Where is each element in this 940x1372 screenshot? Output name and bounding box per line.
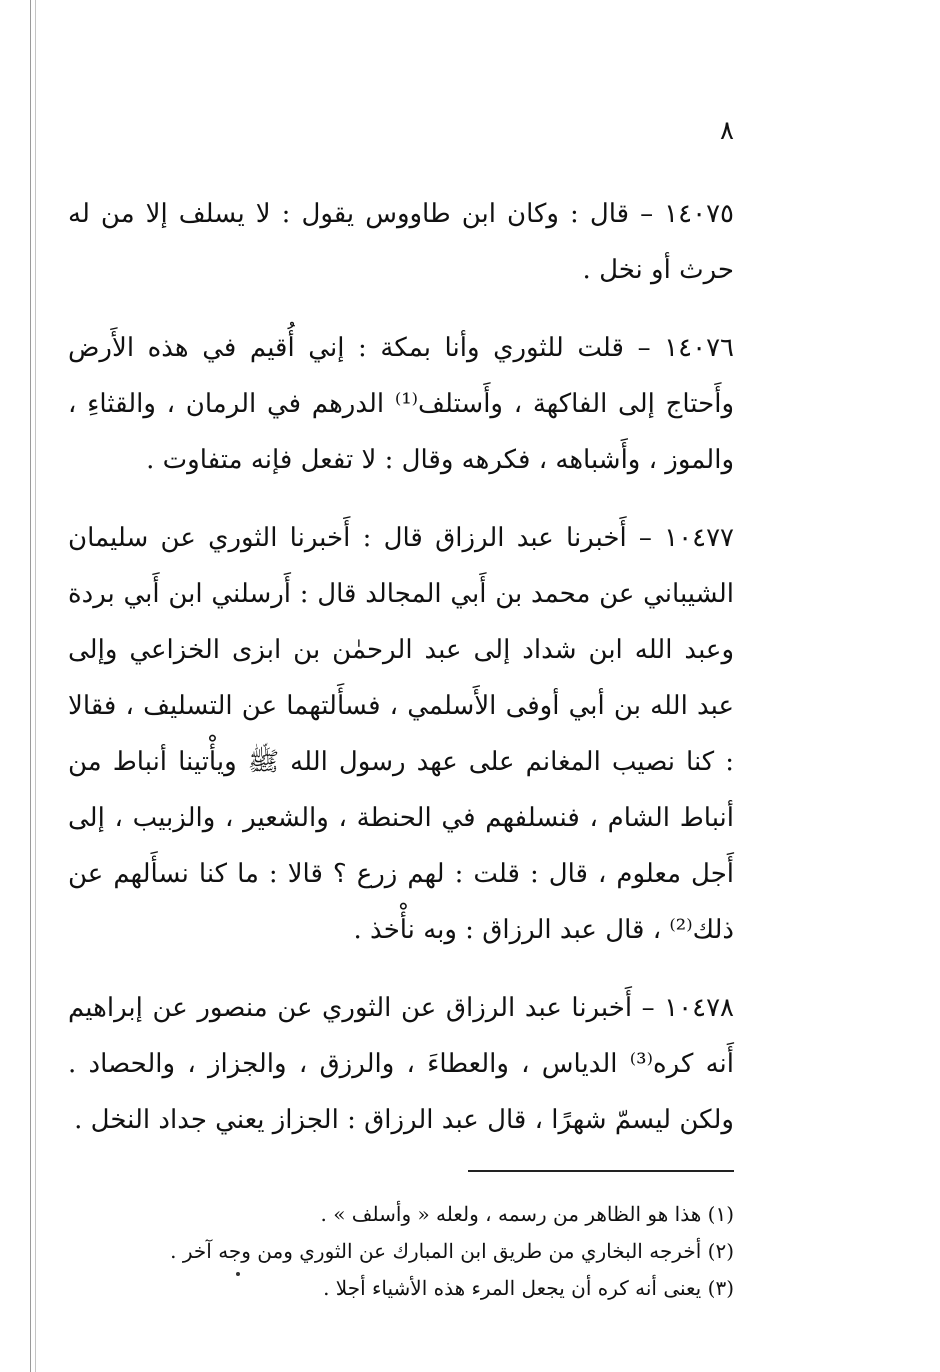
paragraph-14077: ١٠٤٧٧ – أَخبرنا عبد الرزاق قال : أَخبرنا الثوري عن سليمان الشيباني عن محمد بن أَبي المجالد قال : أَرسلني ابن أَبي بردة وعبد الله ابن شداد إلى عبد الرحمٰن بن ابزى الخزاعي وإلى عبد الله بن أبي أوفى الأَسلمي ، فسأَلتهما عن التسليف ، فقالا : كنا نصيب المغانم على عهد رسول الله ﷺ ويأْتينا أنباط من أنباط الشام ، فنسلفهم في الحنطة ، والشعير ، والزبيب ، إلى أَجل معلوم ، قال : قلت : لهم زرع ؟ قالا : ما كنا نسأَلهم عن ذلك⁽²⁾ ، قال عبد الرزاق : وبه نأْخذ . xyxy=(68,523,734,945)
footnotes xyxy=(68,1170,734,1307)
footnote-text: هذا هو الظاهر من رسمه ، ولعله « وأسلف » . xyxy=(320,1202,702,1226)
footnote-text: أخرجه البخاري من طريق ابن المبارك عن الثوري ومن وجه آخر . xyxy=(170,1239,702,1263)
footnote-1 xyxy=(68,1196,734,1233)
book-page xyxy=(68,108,734,1307)
scan-edge-line xyxy=(30,0,31,1372)
paragraph-14078: ١٠٤٧٨ – أَخبرنا عبد الرزاق عن الثوري عن منصور عن إبراهيم أَنه كره⁽³⁾ الدياس ، والعطاءَ ، والرزق ، والجزاز ، والحصاد . ولكن ليسمّ شهرًا ، قال عبد الرزاق : الجزاز يعني جداد النخل . xyxy=(68,993,734,1135)
page-number: ٨ xyxy=(720,116,734,146)
footnote-mark: (١) xyxy=(707,1202,734,1226)
footnote-3 xyxy=(68,1270,734,1307)
footnote-2 xyxy=(68,1233,734,1270)
ink-speck xyxy=(236,1272,240,1276)
footnote-separator xyxy=(468,1170,734,1172)
paragraph-14075: ١٤٠٧٥ – قال : وكان ابن طاووس يقول : لا يسلف إلا من له حرث أو نخل . xyxy=(68,199,734,285)
footnote-mark: (٣) xyxy=(707,1276,734,1300)
footnote-text: يعنى أنه كره أن يجعل المرء هذه الأشياء أجلا . xyxy=(323,1276,702,1300)
footnote-mark: (٢) xyxy=(707,1239,734,1263)
scan-edge-line-inner xyxy=(35,0,36,1372)
paragraph-14076: ١٤٠٧٦ – قلت للثوري وأنا بمكة : إني أُقيم في هذه الأَرض وأَحتاج إلى الفاكهة ، وأَستلف⁽¹⁾ الدرهم في الرمان ، والقثاءِ ، والموز ، وأَشباهه ، فكرهه وقال : لا تفعل فإنه متفاوت . xyxy=(68,333,734,475)
